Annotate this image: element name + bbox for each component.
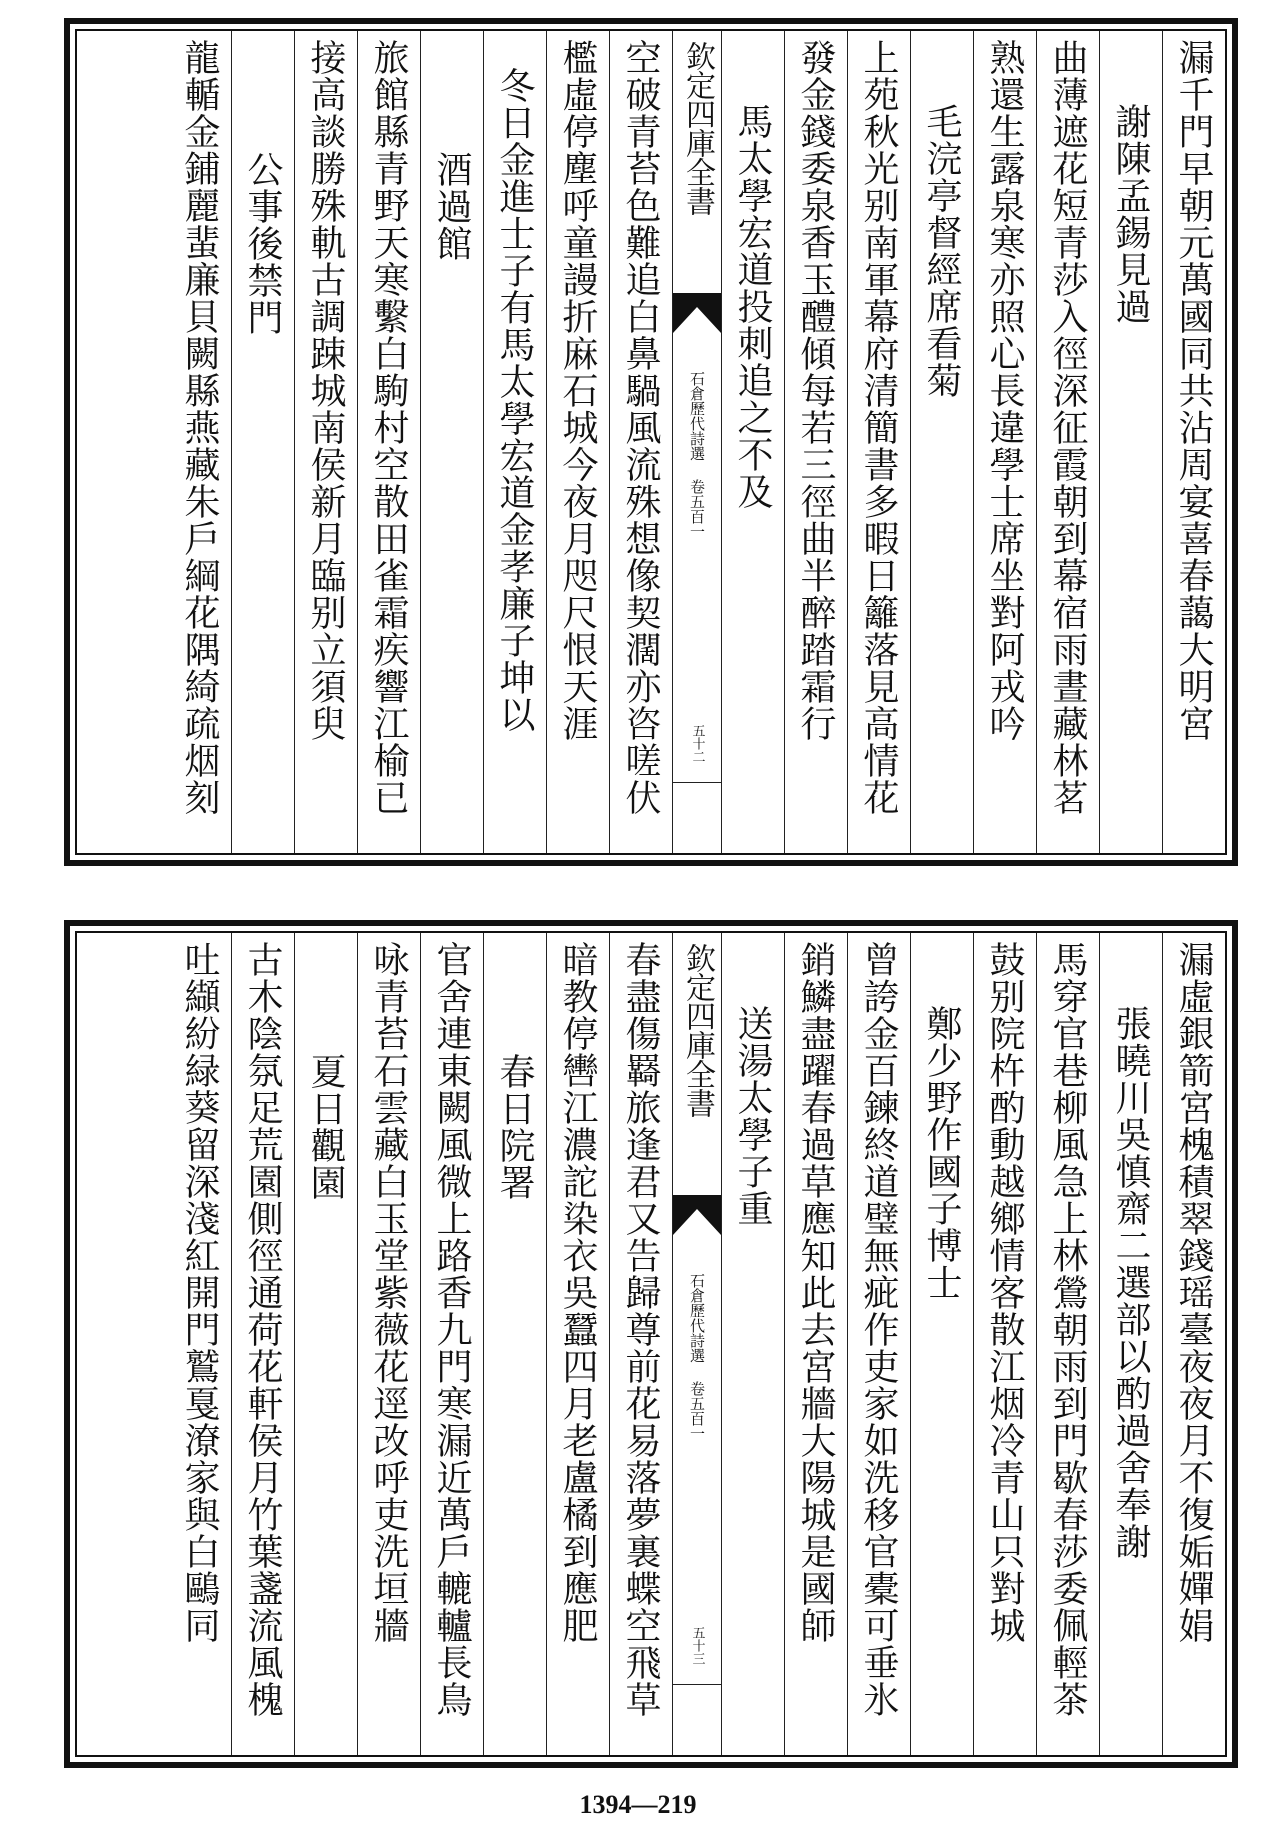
text-column: 冬日金進士子有馬太學宏道金孝廉子坤以 bbox=[483, 31, 546, 853]
text-column: 毛浣亭督經席看菊 bbox=[910, 31, 973, 853]
page-number: 五十三 bbox=[689, 1626, 705, 1665]
text-column: 酒過館 bbox=[420, 31, 483, 853]
text-column: 謝陳孟錫見過 bbox=[1099, 31, 1162, 853]
text-column: 古木陰氛足荒園側徑通荷花軒侯月竹葉盞流風槐 bbox=[231, 933, 294, 1755]
text-column: 曾誇金百鍊終道璧無疵作吏家如洗移官橐可垂氷 bbox=[847, 933, 910, 1755]
page-top bbox=[64, 18, 1238, 866]
text-column: 上苑秋光别南軍幕府清簡書多暇日籬落見高情花 bbox=[847, 31, 910, 853]
divider bbox=[673, 782, 721, 784]
center-margin bbox=[672, 31, 721, 853]
columns-bottom bbox=[77, 933, 1225, 1755]
book-title: 欽定四庫全書 bbox=[680, 943, 715, 1117]
text-column: 曲薄遮花短青莎入徑深征霞朝到幕宿雨晝藏林茗 bbox=[1036, 31, 1099, 853]
fish-tail-icon bbox=[673, 293, 721, 333]
text-column: 接高談勝殊軌古調踈城南侯新月臨别立須臾 bbox=[294, 31, 357, 853]
text-column: 檻虛停塵呼童謾折麻石城今夜月咫尺恨天涯 bbox=[546, 31, 609, 853]
book-title: 欽定四庫全書 bbox=[680, 41, 715, 215]
columns-top bbox=[77, 31, 1225, 853]
text-column: 空破青苔色難追白鼻騧風流殊想像契濶亦咨嗟伏 bbox=[609, 31, 672, 853]
text-column: 送湯太學子重 bbox=[721, 933, 784, 1755]
text-column: 暗教停轡江濃詑染衣吳蠶四月老盧橘到應肥 bbox=[546, 933, 609, 1755]
text-column: 發金錢委泉香玉醴傾每若三徑曲半醉踏霜行 bbox=[784, 31, 847, 853]
text-column: 吐纈紛緑葵留深淺紅開門鷲戛潦家與白鷗同 bbox=[179, 941, 220, 1644]
text-column: 咏青苔石雲藏白玉堂紫薇花逕改呼吏洗垣牆 bbox=[357, 933, 420, 1755]
text-column: 春盡傷羇旅逢君又告歸尊前花易落夢裏蝶空飛草 bbox=[609, 933, 672, 1755]
text-column: 旅館縣青野天寒繫白駒村空散田雀霜疾響江榆已 bbox=[357, 31, 420, 853]
page-bottom bbox=[64, 920, 1238, 1768]
center-margin bbox=[672, 933, 721, 1755]
divider bbox=[673, 1684, 721, 1686]
fish-tail-icon bbox=[673, 1195, 721, 1235]
text-column: 銷鱗盡躍春過草應知此去宮牆大陽城是國師 bbox=[784, 933, 847, 1755]
text-column: 漏虛銀箭宮槐積翠錢瑶臺夜夜月不復姤嬋娟 bbox=[1162, 933, 1225, 1755]
text-column: 馬穿官巷柳風急上林鶯朝雨到門歇春莎委佩輕茶 bbox=[1036, 933, 1099, 1755]
text-column: 鄭少野作國子博士 bbox=[910, 933, 973, 1755]
text-column: 公事後禁門 bbox=[231, 31, 294, 853]
text-column: 春日院署 bbox=[483, 933, 546, 1755]
book-subtitle: 石倉歷代詩選 卷五百一 bbox=[688, 1273, 706, 1441]
text-column: 鼓别院杵酌動越鄉情客散江烟冷青山只對城 bbox=[973, 933, 1036, 1755]
text-column: 張曉川吳慎齋二選部以酌過舍奉謝 bbox=[1099, 933, 1162, 1755]
page-number: 五十二 bbox=[689, 724, 705, 763]
text-column: 夏日觀園 bbox=[294, 933, 357, 1755]
text-column: 漏千門早朝元萬國同共沾周宴喜春藹大明宮 bbox=[1162, 31, 1225, 853]
text-column: 官舍連東闕風微上路香九門寒漏近萬戶轆轤長鳥 bbox=[420, 933, 483, 1755]
text-column: 熟還生露泉寒亦照心長違學士席坐對阿戎吟 bbox=[973, 31, 1036, 853]
footer-page-code: 1394—219 bbox=[579, 1790, 697, 1819]
text-column: 龍輴金鋪麗蜚廉貝闕縣燕藏朱戶綱花隅綺疏烟刻 bbox=[179, 39, 220, 816]
text-column: 馬太學宏道投刺追之不及 bbox=[721, 31, 784, 853]
book-subtitle: 石倉歷代詩選 卷五百一 bbox=[688, 371, 706, 539]
